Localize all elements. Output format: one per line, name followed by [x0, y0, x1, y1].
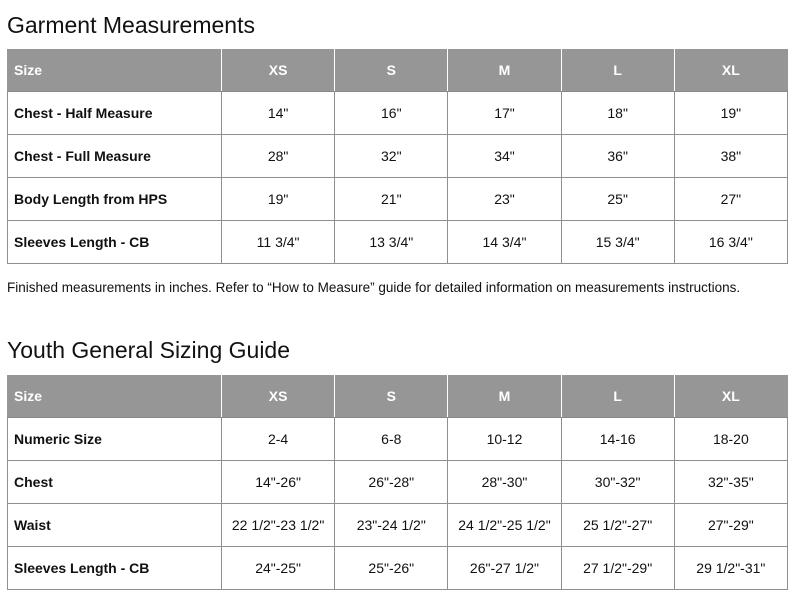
- table-cell: 16 3/4": [674, 221, 787, 264]
- table-cell: 26"-28": [335, 461, 448, 504]
- table-cell: 6-8: [335, 418, 448, 461]
- header-cell-size: Size: [8, 49, 222, 92]
- header-cell-xl: XL: [674, 49, 787, 92]
- table-cell: 17": [448, 92, 561, 135]
- table-cell: 19": [674, 92, 787, 135]
- table-cell: 26"-27 1/2": [448, 547, 561, 590]
- table-cell: 27"-29": [674, 504, 787, 547]
- table-cell: 21": [335, 178, 448, 221]
- row-label: Sleeves Length - CB: [8, 221, 222, 264]
- header-cell-l: L: [561, 375, 674, 418]
- table-cell: 28"-30": [448, 461, 561, 504]
- row-label: Chest - Full Measure: [8, 135, 222, 178]
- table-cell: 28": [222, 135, 335, 178]
- table-cell: 16": [335, 92, 448, 135]
- row-label: Numeric Size: [8, 418, 222, 461]
- table-row: [8, 221, 788, 264]
- row-label: Body Length from HPS: [8, 178, 222, 221]
- table-cell: 13 3/4": [335, 221, 448, 264]
- garment-measurements-title: Garment Measurements: [7, 12, 255, 38]
- table-row: [8, 92, 788, 135]
- header-cell-s: S: [335, 375, 448, 418]
- table-cell: 18-20: [674, 418, 787, 461]
- header-cell-m: M: [448, 375, 561, 418]
- garment-measurements-table: [7, 49, 788, 264]
- table-cell: 18": [561, 92, 674, 135]
- table-cell: 27 1/2"-29": [561, 547, 674, 590]
- table-cell: 14"-26": [222, 461, 335, 504]
- table-cell: 30"-32": [561, 461, 674, 504]
- table-cell: 36": [561, 135, 674, 178]
- table-cell: 14": [222, 92, 335, 135]
- table-cell: 15 3/4": [561, 221, 674, 264]
- table-cell: 32": [335, 135, 448, 178]
- table-cell: 23"-24 1/2": [335, 504, 448, 547]
- table-row: [8, 504, 788, 547]
- table-header-row: [8, 375, 788, 418]
- table-cell: 10-12: [448, 418, 561, 461]
- table-cell: 2-4: [222, 418, 335, 461]
- table-cell: 22 1/2"-23 1/2": [222, 504, 335, 547]
- table-cell: 25": [561, 178, 674, 221]
- table-cell: 38": [674, 135, 787, 178]
- youth-sizing-guide-title: Youth General Sizing Guide: [7, 337, 291, 363]
- table-row: [8, 135, 788, 178]
- table-cell: 29 1/2"-31": [674, 547, 787, 590]
- table-cell: 23": [448, 178, 561, 221]
- table-cell: 19": [222, 178, 335, 221]
- header-cell-s: S: [335, 49, 448, 92]
- header-cell-l: L: [561, 49, 674, 92]
- youth-sizing-guide-table: [7, 375, 788, 590]
- table-row: [8, 418, 788, 461]
- table-cell: 14-16: [561, 418, 674, 461]
- table-header-row: [8, 49, 788, 92]
- measurement-footnote: Finished measurements in inches. Refer to “How to Measure” guide for detailed information on measurements instructions.: [7, 280, 741, 295]
- table-row: [8, 547, 788, 590]
- table-cell: 32"-35": [674, 461, 787, 504]
- table-row: [8, 178, 788, 221]
- header-cell-xl: XL: [674, 375, 787, 418]
- table-cell: 11 3/4": [222, 221, 335, 264]
- table-cell: 14 3/4": [448, 221, 561, 264]
- table-cell: 25 1/2"-27": [561, 504, 674, 547]
- row-label: Waist: [8, 504, 222, 547]
- table-cell: 25"-26": [335, 547, 448, 590]
- table-cell: 34": [448, 135, 561, 178]
- row-label: Sleeves Length - CB: [8, 547, 222, 590]
- header-cell-xs: XS: [222, 375, 335, 418]
- row-label: Chest: [8, 461, 222, 504]
- table-cell: 24 1/2"-25 1/2": [448, 504, 561, 547]
- table-cell: 24"-25": [222, 547, 335, 590]
- header-cell-size: Size: [8, 375, 222, 418]
- header-cell-xs: XS: [222, 49, 335, 92]
- row-label: Chest - Half Measure: [8, 92, 222, 135]
- header-cell-m: M: [448, 49, 561, 92]
- table-cell: 27": [674, 178, 787, 221]
- table-row: [8, 461, 788, 504]
